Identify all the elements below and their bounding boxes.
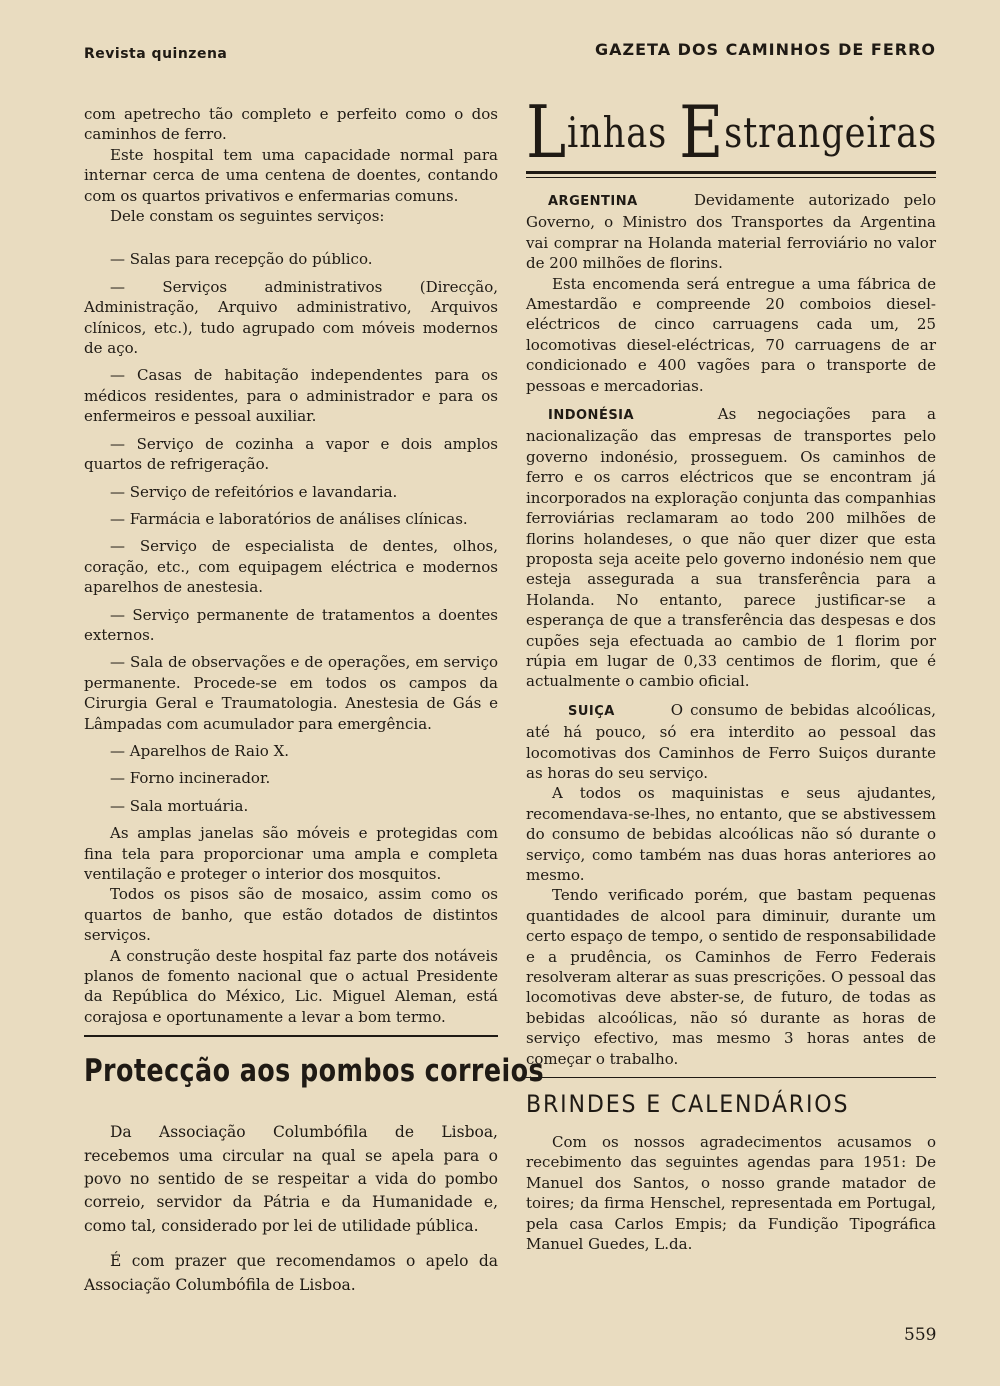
paragraph: Todos os pisos são de mosaico, assim como os quartos de banho, que estão dotados de distintos serviços. — [84, 885, 498, 945]
paragraph: Dele constam os seguintes serviços: — [110, 207, 385, 226]
news-suica: SUIÇA O consumo de bebidas alcoólicas, até há pouco, só era interdito ao pessoal das locomotivas dos Caminhos de Ferro Suiços durante as horas do seu serviço. A todos os maquinistas e seus ajudantes, recomendava-se-lhes, no entanto, que se abstivessem do consumo de bebidas alcoólicas não só durante o serviço, como também nas duas horas anteriores ao mesmo. Tendo verificado porém, que bastam pequenas quantidades de alcool para diminuir, durante um certo espaço de tempo, o sentido de responsabilidade e a prudência, os Caminhos de Ferro Federais resolveram alterar as suas prescrições. O pessoal das locomotivas deve abster-se, de futuro, de todas as bebidas alcoólicas, não só durante as horas de serviço efectivo, mas mesmo 3 horas antes de começar o trabalho. — [526, 700, 936, 1068]
section-title-pombos: Protecção aos pombos correios — [84, 1053, 545, 1090]
service-item: — Forno incinerador. — [110, 769, 271, 788]
service-item: — Serviço de cozinha a vapor e dois amplos quartos de refrigeração. — [84, 434, 498, 474]
page-number: 559 — [904, 1325, 937, 1345]
right-column — [526, 90, 938, 1255]
service-item: — Sala mortuária. — [110, 796, 249, 815]
paragraph: Este hospital tem uma capacidade normal para internar cerca de uma centena de doentes, contando com os quartos privativos e enfermarias comuns. — [84, 145, 498, 205]
paragraph: As amplas janelas são móveis e protegidas com fina tela para proporcionar uma ampla e completa ventilação e proteger o interior dos mosquitos. — [84, 824, 498, 883]
running-header-left: Revista quinzena — [84, 46, 228, 62]
paragraph: Esta encomenda será entregue a uma fábrica de Amestardão e compreende 20 comboios diesel-eléctricos de cinco carruagens cada um, 25 locomotivas diesel-eléctricas, 70 carruagens de ar condicionado e 400 vagões para o transporte de pessoas e mercadorias. — [526, 274, 936, 395]
country-label: SUIÇA — [568, 703, 615, 719]
news-argentina: ARGENTINA Devidamente autorizado pelo Governo, o Ministro dos Transportes da Argentina vai comprar na Holanda material ferroviário no valor de 200 milhões de florins. Esta encomenda será entregue a uma fábrica de Amestardão e compreende 20 comboios diesel-eléctricos de cinco carruagens cada um, 25 locomotivas diesel-eléctricas, 70 carruagens de ar condicionado e 400 vagões para o transporte de pessoas e mercadorias. — [526, 191, 936, 395]
left-column — [84, 104, 545, 1309]
service-item: — Serviço permanente de tratamentos a doentes externos. — [84, 605, 498, 644]
section-title-brindes: BRINDES E CALENDÁRIOS — [526, 1090, 850, 1119]
section-divider — [526, 1077, 936, 1078]
service-item: — Sala de observações e de operações, em serviço permanente. Procede-se em todos os campos da Cirurgia Geral e Traumatologia. Anestesia de Gás e Lâmpadas com acumulador para emergência. — [84, 653, 498, 733]
paragraph: com apetrecho tão completo e perfeito como o dos caminhos de ferro. — [84, 105, 498, 144]
title-double-rule — [526, 171, 936, 178]
paragraph: É com prazer que recomendamos o apelo da Associação Columbófila de Lisboa. — [84, 1252, 498, 1294]
paragraph: Com os nossos agradecimentos acusamos o recebimento das seguintes agendas para 1951: De Manuel dos Santos, o nosso grande matador de toires; da firma Henschel, representada em Portugal, pela casa Carlos Empis; da Fundição Tipográfica Manuel Guedes, L.da. — [526, 1133, 936, 1254]
service-item: — Farmácia e laboratórios de análises clínicas. — [110, 509, 468, 528]
service-item: — Aparelhos de Raio X. — [110, 741, 290, 760]
service-item: — Serviços administrativos (Direcção, Administração, Arquivo administrativo, Arquivos clínicos, etc.), tudo agrupado com móveis modernos de aço. — [84, 277, 498, 358]
service-item: — Serviço de especialista de dentes, olhos, coração, etc., com equipagem eléctrica e modernos aparelhos de anestesia. — [84, 537, 498, 597]
section-title-linhas-estrangeiras: Linhas Estrangeiras — [526, 90, 938, 174]
paragraph: Da Associação Columbófila de Lisboa, recebemos uma circular na qual se apela para o povo no sentido de se respeitar a vida do pombo correio, servidor da Pátria e da Humanidade e, como tal, considerado por lei de utilidade pública. — [84, 1123, 498, 1235]
country-label: ARGENTINA — [548, 194, 638, 209]
paragraph: A todos os maquinistas e seus ajudantes, recomendava-se-lhes, no entanto, que se abstivessem do consumo de bebidas alcoólicas não só durante o serviço, como também nas duas horas anteriores ao mesmo. — [526, 784, 936, 884]
service-item: — Casas de habitação independentes para os médicos residentes, para o administrador e para os enfermeiros e pessoal auxiliar. — [84, 366, 498, 426]
paragraph: A construção deste hospital faz parte dos notáveis planos de fomento nacional que o actual Presidente da República do México, Lic. Miguel Aleman, está corajosa e oportunamente a levar a bom termo. — [84, 946, 498, 1026]
section-divider — [84, 1035, 498, 1037]
news-indonesia: INDONÉSIA As negociações para a nacionalização das empresas de transportes pelo governo indonésio, prosseguem. Os caminhos de ferro e os carros eléctricos que se encontram já incorporados na exploração conjunta das companhias ferroviárias reclamaram ao todo 200 milhões de florins holandeses, o que não quer dizer que esta proposta seja aceite pelo governo indonésio nem que esteja assegurada a sua transferência para a Holanda. No entanto, parece justificar-se a esperança de que a transferência das despesas e dos cupões seja efectuada ao cambio de 1 florim por rúpia em lugar de 0,33 centimos de florim, que é actualmente o cambio oficial. — [526, 405, 936, 691]
service-item: — Salas para recepção do público. — [110, 250, 373, 269]
paragraph: Tendo verificado porém, que bastam pequenas quantidades de alcool para diminuir, durante um certo espaço de tempo, o sentido de responsabilidade e a prudência, os Caminhos de Ferro Federais resolveram alterar as suas prescrições. O pessoal das locomotivas deve abster-se, de futuro, de todas as bebidas alcoólicas, não só durante as horas de serviço efectivo, mas mesmo 3 horas antes de começar o trabalho. — [526, 886, 936, 1068]
running-header-right: GAZETA DOS CAMINHOS DE FERRO — [594, 40, 936, 59]
country-label: INDONÉSIA — [548, 408, 635, 424]
service-item: — Serviço de refeitórios e lavandaria. — [110, 482, 398, 501]
